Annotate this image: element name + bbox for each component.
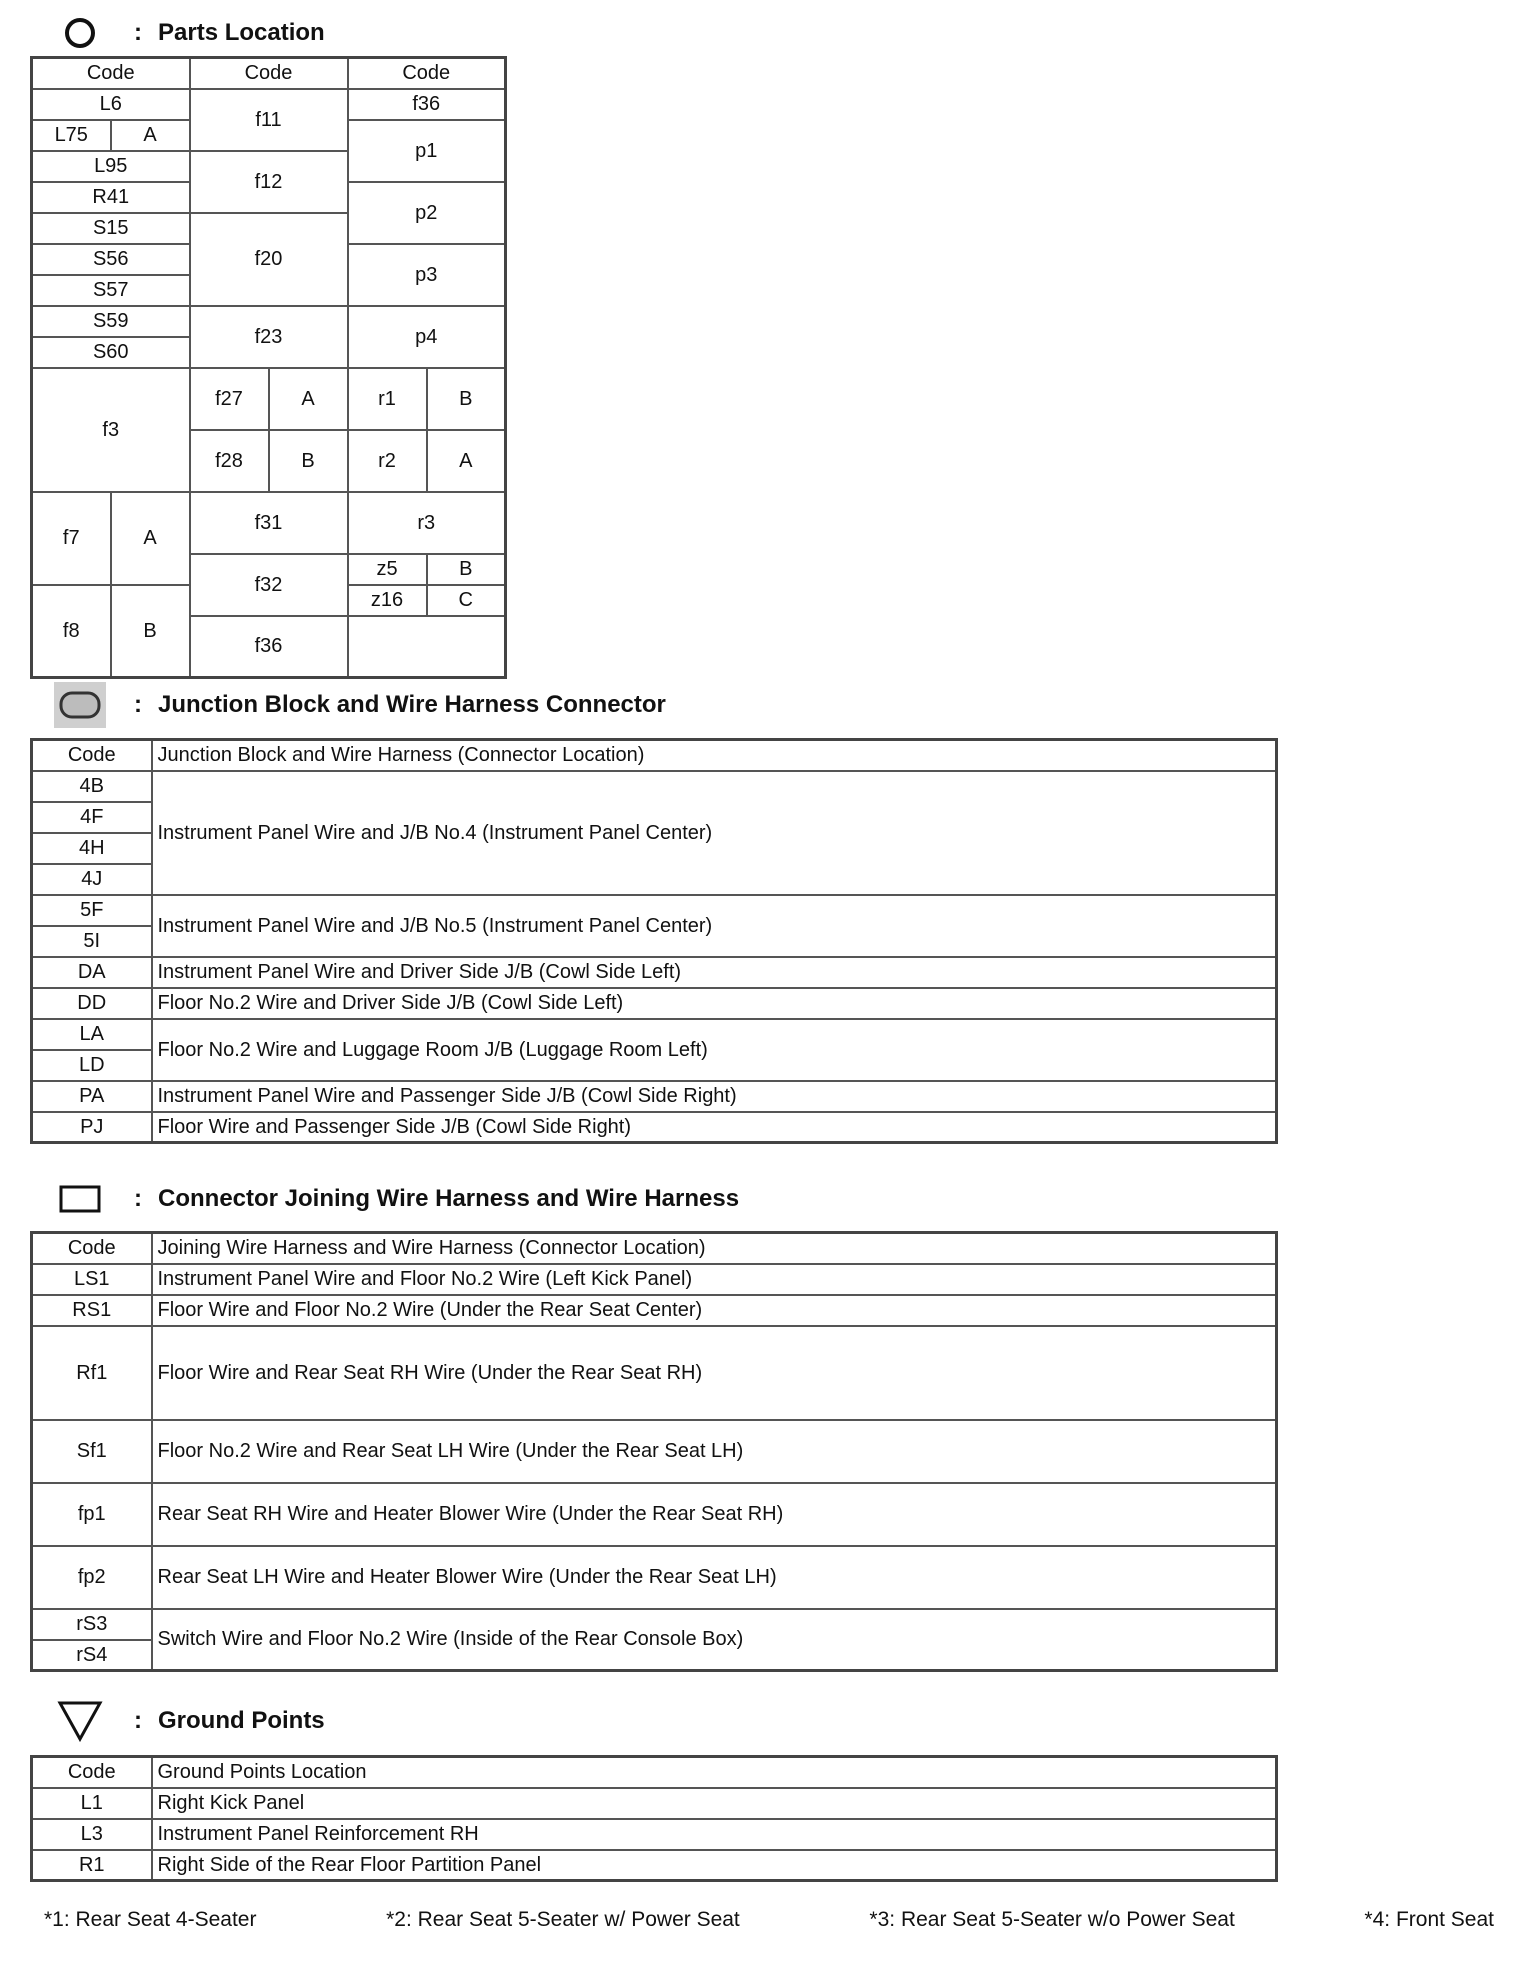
ground-code: L3 <box>32 1819 152 1850</box>
rectangle-icon <box>54 1176 106 1222</box>
ground-location: Right Side of the Rear Floor Partition Panel <box>152 1850 1277 1881</box>
connector-location: Floor Wire and Passenger Side J/B (Cowl Side Right) <box>152 1112 1277 1143</box>
heading-colon: : <box>134 1707 142 1734</box>
part-code: f3 <box>32 368 190 492</box>
parts-location-heading <box>54 10 325 56</box>
code-header: Code <box>190 58 348 89</box>
part-code: r3 <box>348 492 506 554</box>
connector-location: Instrument Panel Wire and Floor No.2 Wire (Left Kick Panel) <box>152 1264 1277 1295</box>
connector-code: 4F <box>32 802 152 833</box>
connector-location: Instrument Panel Wire and Driver Side J/B (Cowl Side Left) <box>152 957 1277 988</box>
part-suffix: A <box>269 368 348 430</box>
rounded-rect-shaded-icon <box>54 682 106 728</box>
part-code: f7 <box>32 492 111 585</box>
ground-table <box>30 1755 1278 1882</box>
circle-icon <box>54 10 106 56</box>
part-suffix: B <box>427 368 506 430</box>
part-code: R41 <box>32 182 190 213</box>
code-header: Code <box>32 740 152 771</box>
ground-location: Instrument Panel Reinforcement RH <box>152 1819 1277 1850</box>
ground-location: Right Kick Panel <box>152 1788 1277 1819</box>
joining-title: Connector Joining Wire Harness and Wire Harness <box>158 1185 740 1212</box>
connector-location: Floor Wire and Rear Seat RH Wire (Under the Rear Seat RH) <box>152 1326 1277 1420</box>
connector-location: Switch Wire and Floor No.2 Wire (Inside of the Rear Console Box) <box>152 1609 1277 1671</box>
part-code: S15 <box>32 213 190 244</box>
junction-title: Junction Block and Wire Harness Connector <box>158 691 666 718</box>
connector-location: Floor No.2 Wire and Driver Side J/B (Cowl Side Left) <box>152 988 1277 1019</box>
part-code: r1 <box>348 368 427 430</box>
connector-location: Instrument Panel Wire and J/B No.4 (Instrument Panel Center) <box>152 771 1277 895</box>
junction-table <box>30 738 1278 1144</box>
ground-heading <box>54 1698 325 1744</box>
ground-code: R1 <box>32 1850 152 1881</box>
part-code: f31 <box>190 492 348 554</box>
part-code: S59 <box>32 306 190 337</box>
location-header: Joining Wire Harness and Wire Harness (Connector Location) <box>152 1233 1277 1264</box>
part-suffix: B <box>111 585 190 678</box>
connector-code: RS1 <box>32 1295 152 1326</box>
heading-colon: : <box>134 1185 142 1212</box>
part-code: f23 <box>190 306 348 368</box>
part-suffix: A <box>111 120 190 151</box>
part-code: S57 <box>32 275 190 306</box>
part-code: L75 <box>32 120 111 151</box>
part-suffix: B <box>427 554 506 585</box>
connector-location: Floor Wire and Floor No.2 Wire (Under the Rear Seat Center) <box>152 1295 1277 1326</box>
part-code: S56 <box>32 244 190 275</box>
connector-code: PJ <box>32 1112 152 1143</box>
footnote: *4: Front Seat <box>1364 1908 1494 1931</box>
empty-cell <box>348 616 506 678</box>
part-suffix: B <box>269 430 348 492</box>
code-header: Code <box>348 58 506 89</box>
footnote: *1: Rear Seat 4-Seater <box>44 1908 257 1931</box>
triangle-down-icon <box>54 1698 106 1744</box>
code-header: Code <box>32 1233 152 1264</box>
part-code: L6 <box>32 89 190 120</box>
connector-code: PA <box>32 1081 152 1112</box>
part-code: f11 <box>190 89 348 151</box>
heading-colon: : <box>134 19 142 46</box>
connector-code: LS1 <box>32 1264 152 1295</box>
part-code: p3 <box>348 244 506 306</box>
part-code: S60 <box>32 337 190 368</box>
connector-code: 5I <box>32 926 152 957</box>
footnotes <box>44 1908 1494 1932</box>
connector-location: Floor No.2 Wire and Luggage Room J/B (Luggage Room Left) <box>152 1019 1277 1081</box>
part-code: p2 <box>348 182 506 244</box>
connector-code: fp2 <box>32 1546 152 1609</box>
part-code: f27 <box>190 368 269 430</box>
connector-location: Instrument Panel Wire and J/B No.5 (Instrument Panel Center) <box>152 895 1277 957</box>
connector-code: 4H <box>32 833 152 864</box>
code-header: Code <box>32 1757 152 1788</box>
footnote: *2: Rear Seat 5-Seater w/ Power Seat <box>386 1908 740 1931</box>
parts-location-table <box>30 56 507 679</box>
part-code: f20 <box>190 213 348 306</box>
connector-code: DD <box>32 988 152 1019</box>
connector-code: Sf1 <box>32 1420 152 1483</box>
connector-code: LD <box>32 1050 152 1081</box>
part-code: r2 <box>348 430 427 492</box>
part-code: f8 <box>32 585 111 678</box>
part-suffix: A <box>111 492 190 585</box>
junction-heading <box>54 682 666 728</box>
ground-title: Ground Points <box>158 1707 325 1734</box>
connector-location: Instrument Panel Wire and Passenger Side J/B (Cowl Side Right) <box>152 1081 1277 1112</box>
part-code: z16 <box>348 585 427 616</box>
part-code: p1 <box>348 120 506 182</box>
part-code: f12 <box>190 151 348 213</box>
connector-code: 4J <box>32 864 152 895</box>
location-header: Junction Block and Wire Harness (Connector Location) <box>152 740 1277 771</box>
connector-code: 4B <box>32 771 152 802</box>
part-code: z5 <box>348 554 427 585</box>
part-code: f36 <box>190 616 348 678</box>
part-code: p4 <box>348 306 506 368</box>
part-code: f36 <box>348 89 506 120</box>
part-suffix: A <box>427 430 506 492</box>
connector-code: 5F <box>32 895 152 926</box>
part-code: f28 <box>190 430 269 492</box>
joining-table <box>30 1231 1278 1672</box>
part-code: f32 <box>190 554 348 616</box>
code-header: Code <box>32 58 190 89</box>
connector-code: rS4 <box>32 1640 152 1671</box>
part-code: L95 <box>32 151 190 182</box>
connector-code: LA <box>32 1019 152 1050</box>
footnote: *3: Rear Seat 5-Seater w/o Power Seat <box>869 1908 1235 1931</box>
connector-location: Floor No.2 Wire and Rear Seat LH Wire (Under the Rear Seat LH) <box>152 1420 1277 1483</box>
part-suffix: C <box>427 585 506 616</box>
ground-code: L1 <box>32 1788 152 1819</box>
connector-code: DA <box>32 957 152 988</box>
connector-code: Rf1 <box>32 1326 152 1420</box>
connector-code: rS3 <box>32 1609 152 1640</box>
location-header: Ground Points Location <box>152 1757 1277 1788</box>
connector-location: Rear Seat LH Wire and Heater Blower Wire (Under the Rear Seat LH) <box>152 1546 1277 1609</box>
connector-location: Rear Seat RH Wire and Heater Blower Wire (Under the Rear Seat RH) <box>152 1483 1277 1546</box>
joining-heading <box>54 1176 739 1222</box>
heading-colon: : <box>134 691 142 718</box>
parts-location-title: Parts Location <box>158 19 325 46</box>
connector-code: fp1 <box>32 1483 152 1546</box>
